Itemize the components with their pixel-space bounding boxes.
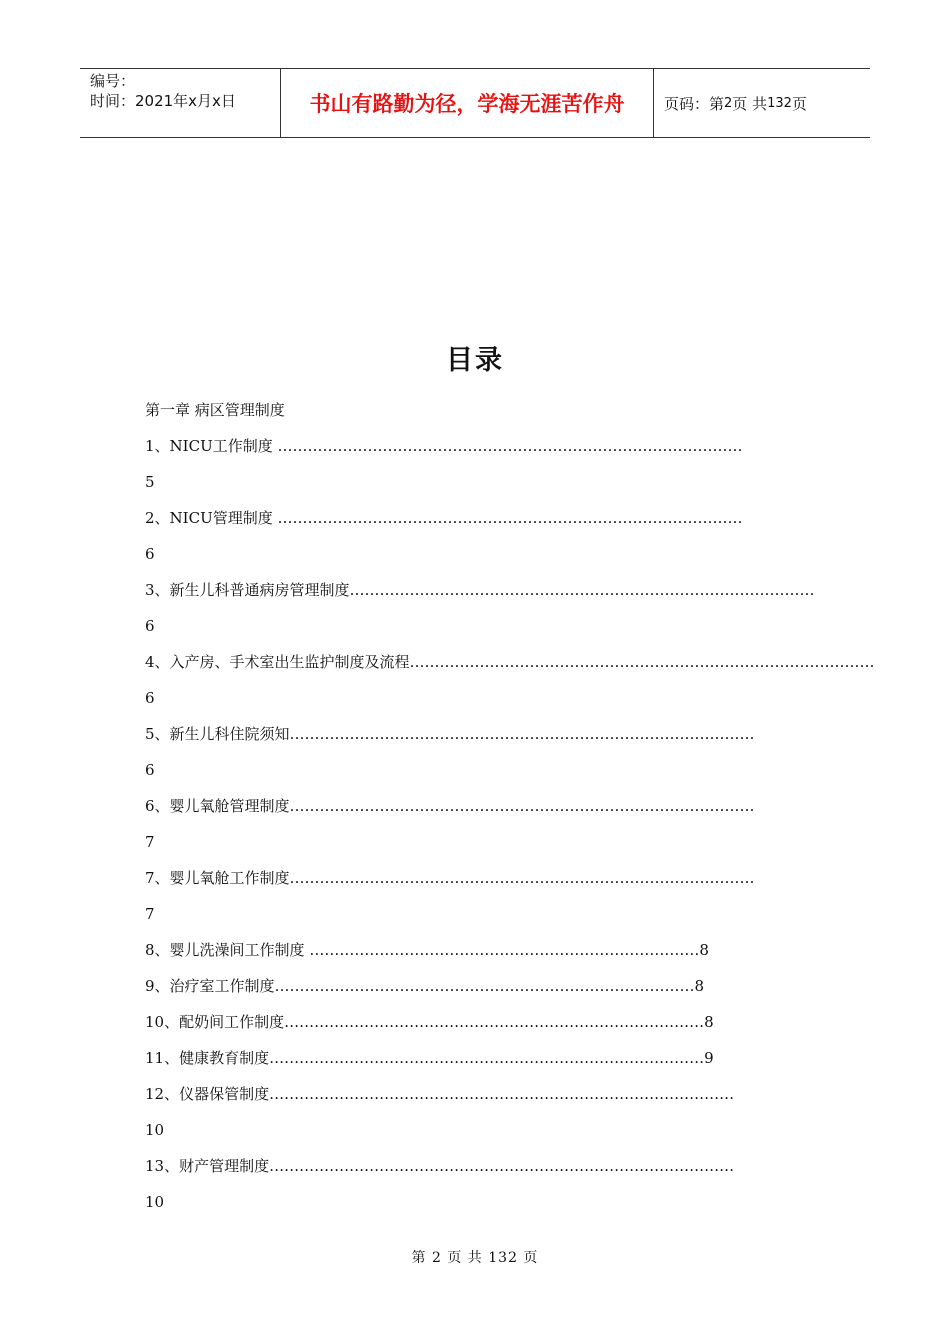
toc-entry[interactable] [145, 650, 875, 686]
toc-entry-leader: ………………………………………………………………………………… [269, 1085, 735, 1103]
page-header [80, 68, 870, 138]
toc-entry-page-row [145, 758, 810, 794]
page-current: 2 [724, 95, 733, 111]
toc-entry-label: 7、婴儿氧舱工作制度 [145, 869, 290, 887]
toc-entry-label: 13、财产管理制度 [145, 1157, 270, 1175]
toc-entry-label: 8、婴儿洗澡间工作制度 [145, 941, 310, 959]
toc-entry-page-row [145, 902, 810, 938]
document-time-label: 时间：2021年x月x日 [90, 92, 236, 110]
toc-entry[interactable] [145, 1082, 810, 1118]
toc-entry-page: 6 [145, 545, 155, 563]
toc-entry-label: 3、新生儿科普通病房管理制度 [145, 581, 350, 599]
toc-entry-page: 6 [145, 689, 155, 707]
toc-entry-leader: ………………………………………………………………………………… [289, 869, 755, 887]
header-motto: 书山有路勤为径，学海无涯苦作舟 [281, 69, 654, 137]
document-number-label: 编号： [90, 72, 136, 90]
toc-entry-page: 6 [145, 617, 155, 635]
toc-entry-leader: ………………………………………………………………………………… [349, 581, 815, 599]
toc-entry[interactable] [145, 434, 810, 470]
toc-entry-page: 8 [704, 1013, 714, 1031]
toc-entry-leader: ………………………………………………………………………………… [269, 1157, 735, 1175]
toc-entry-label: 9、治疗室工作制度 [145, 977, 275, 995]
toc-entry-page: 8 [699, 941, 709, 959]
toc-entry-leader: ………………………………………………………………………………… [409, 653, 875, 671]
page-suffix: 页 [791, 94, 807, 113]
page-footer: 第 2 页 共 132 页 [411, 1250, 539, 1266]
toc-entry[interactable] [145, 794, 810, 830]
toc-entry-page: 9 [704, 1049, 714, 1067]
toc-entry-page: 7 [145, 833, 155, 851]
toc-entry-leader: ………………………………………………………………………………… [289, 725, 755, 743]
toc-entry-label: 5、新生儿科住院须知 [145, 725, 290, 743]
toc-entry-page: 7 [145, 905, 155, 923]
toc-entry-leader: ………………………………………………………………………………… [277, 437, 743, 455]
toc-entry-page-row [145, 470, 810, 506]
toc-entry-leader: …………………………………………………………………………… [269, 1049, 705, 1067]
toc-entry-page: 10 [145, 1193, 165, 1211]
toc-entry[interactable] [145, 1010, 810, 1046]
toc-entry-page: 10 [145, 1121, 165, 1139]
toc-entry-leader: ………………………………………………………………………… [274, 977, 695, 995]
toc-chapter-heading: 第一章 病区管理制度 [145, 401, 285, 419]
toc-entry[interactable] [145, 938, 810, 974]
toc-entry[interactable] [145, 974, 810, 1010]
toc-entry-leader: ………………………………………………………………………………… [289, 797, 755, 815]
toc-entry[interactable] [145, 722, 810, 758]
toc-entry[interactable] [145, 866, 810, 902]
toc-entry-label: 6、婴儿氧舱管理制度 [145, 797, 290, 815]
toc-entry-page: 8 [694, 977, 705, 995]
toc-entry-leader: ………………………………………………………………………………… [277, 509, 743, 527]
toc-entry[interactable] [145, 506, 810, 542]
toc-entry-label: 11、健康教育制度 [145, 1049, 270, 1067]
toc-entry-label: 12、仪器保管制度 [145, 1085, 270, 1103]
toc-entry-page-row [145, 542, 810, 578]
page-total: 132 [767, 95, 792, 111]
toc-entry-label: 4、入产房、手术室出生监护制度及流程 [145, 653, 410, 671]
toc-entry-page-row [145, 614, 810, 650]
toc-entry-label: 2、NICU管理制度 [145, 509, 278, 527]
page-mid: 页 共 [732, 94, 768, 113]
toc-entry-label: 1、NICU工作制度 [145, 437, 278, 455]
toc-entry[interactable] [145, 1046, 810, 1082]
toc-entry-leader: ………………………………………………………………………… [284, 1013, 705, 1031]
toc-entry-page: 5 [145, 473, 155, 491]
toc-entry-page-row [145, 1190, 810, 1226]
toc-entry-page-row [145, 1118, 810, 1154]
header-page-info [654, 69, 870, 137]
page-title: 目录 [446, 345, 504, 376]
toc-entry[interactable] [145, 1154, 810, 1190]
header-meta [80, 69, 281, 137]
toc-entry-page: 6 [145, 761, 155, 779]
table-of-contents [145, 398, 875, 1226]
toc-entry[interactable] [145, 578, 815, 614]
toc-entry-leader: …………………………………………………………………… [309, 941, 700, 959]
toc-entry-page-row [145, 830, 810, 866]
toc-entry-page-row [145, 686, 810, 722]
page-prefix: 页码：第 [664, 94, 725, 113]
toc-entry-label: 10、配奶间工作制度 [145, 1013, 285, 1031]
